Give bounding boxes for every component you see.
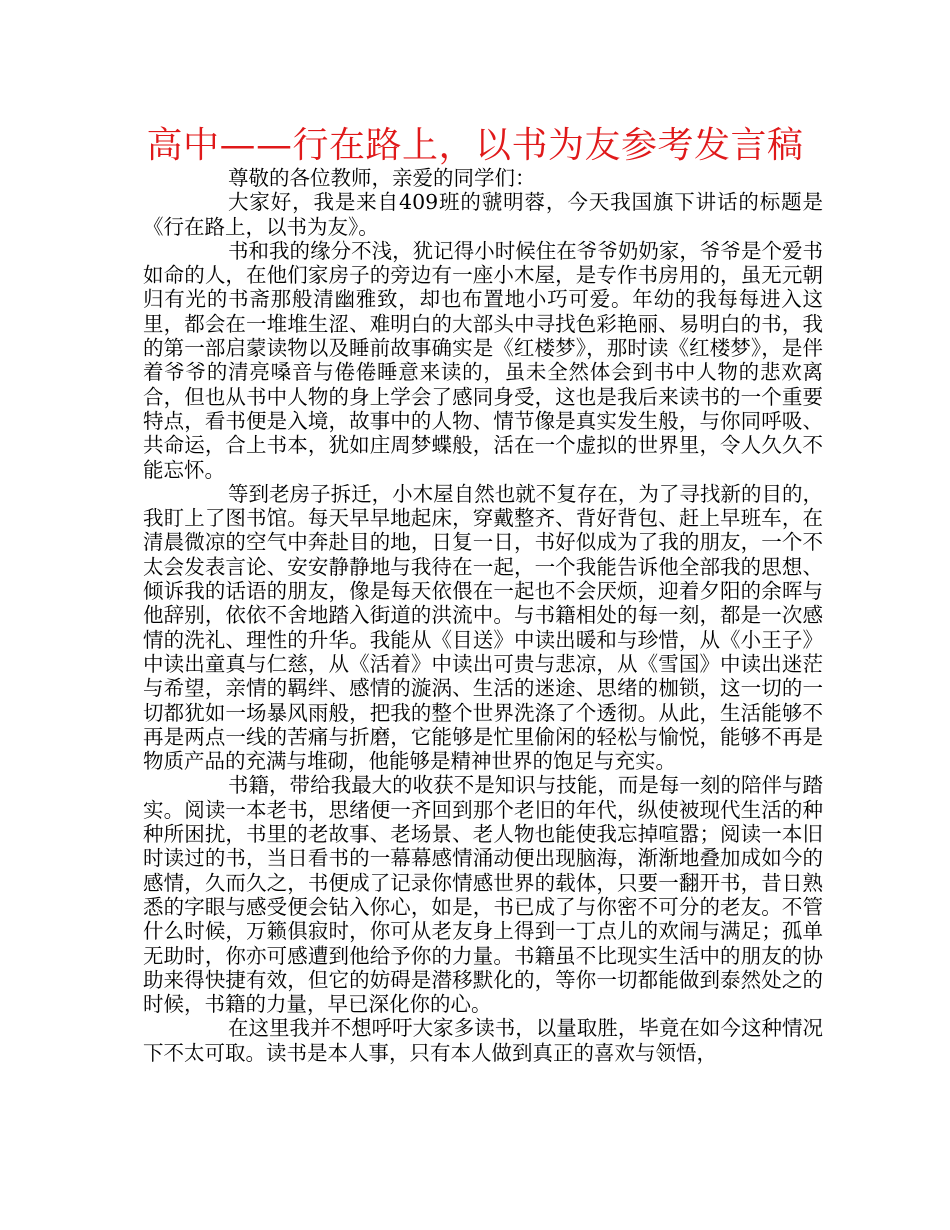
salutation-paragraph: 尊敬的各位教师，亲爱的同学们： xyxy=(228,166,536,190)
childhood-paragraph: 书和我的缘分不浅，犹记得小时候住在爷爷奶奶家，爷爷是个爱书如命的人，在他们家房子的旁边有一座小木屋，是专作书房用的，虽无元朝归有光的书斋那般清幽雅致，却也布置地小巧可爱。年幼的我每每进入这里，都会在一堆堆生涩、难明白的大部头中寻找色彩艳丽、易明白的书，我的第一部启蒙读物以及睡前故事确实是《红楼梦》，那时读《红楼梦》，是伴着爷爷的清亮嗓音与倦倦睡意来读的，虽未全然体会到书中人物的悲欢离合，但也从书中人物的身上学会了感同身受，这也是我后来读书的一个重要特点，看书便是入境，故事中的人物、情节像是真实发生般，与你同呼吸、共命运，合上书本，犹如庄周梦蝶般，活在一个虚拟的世界里，令人久久不能忘怀。 xyxy=(143,238,823,482)
companionship-paragraph: 书籍，带给我最大的收获不是知识与技能，而是每一刻的陪伴与踏实。阅读一本老书，思绪便一齐回到那个老旧的年代，纵使被现代生活的种种所困扰，书里的老故事、老场景、老人物也能使我忘掉喧嚣；阅读一本旧时读过的书，当日看书的一幕幕感情涌动便出现脑海，渐渐地叠加成如今的感情，久而久之，书便成了记录你情感世界的载体，只要一翻开书，昔日熟悉的字眼与感受便会钻入你心，如是，书已成了与你密不可分的老友。不管什么时候，万籁俱寂时，你可从老友身上得到一丁点儿的欢闹与满足；孤单无助时，你亦可感遭到他给予你的力量。书籍虽不比现实生活中的朋友的协助来得快捷有效，但它的妨碍是潜移默化的，等你一切都能做到泰然处之的时候，书籍的力量，早已深化你的心。 xyxy=(143,773,823,1017)
document-title: 高中——行在路上，以书为友参考发言稿 xyxy=(146,125,804,166)
greeting-paragraph: 大家好，我是来自409班的虢明蓉，今天我国旗下讲话的标题是《行在路上，以书为友》。 xyxy=(143,190,823,239)
library-paragraph: 等到老房子拆迁，小木屋自然也就不复存在，为了寻找新的目的，我盯上了图书馆。每天早早地起床，穿戴整齐、背好背包、赶上早班车，在清晨微凉的空气中奔赴目的地，日复一日，书好似成为了我的朋友，一个不太会发表言论、安安静静地与我待在一起，一个我能告诉他全部我的思想、倾诉我的话语的朋友，像是每天依偎在一起也不会厌烦，迎着夕阳的余晖与他辞别，依依不舍地踏入街道的洪流中。与书籍相处的每一刻，都是一次感情的洗礼、理性的升华。我能从《目送》中读出暖和与珍惜，从《小王子》中读出童真与仁慈，从《活着》中读出可贵与悲凉，从《雪国》中读出迷茫与希望，亲情的羁绊、感情的漩涡、生活的迷途、思绪的枷锁，这一切的一切都犹如一场暴风雨般，把我的整个世界洗涤了个透彻。从此，生活能够不再是两点一线的苦痛与折磨，它能够是忙里偷闲的轻松与愉悦，能够不再是物质产品的充满与堆砌，他能够是精神世界的饱足与充实。 xyxy=(143,481,823,774)
document-body xyxy=(143,166,823,1065)
closing-paragraph: 在这里我并不想呼吁大家多读书，以量取胜，毕竟在如今这种情况下不太可取。读书是本人事，只有本人做到真正的喜欢与领悟， xyxy=(143,1016,823,1065)
